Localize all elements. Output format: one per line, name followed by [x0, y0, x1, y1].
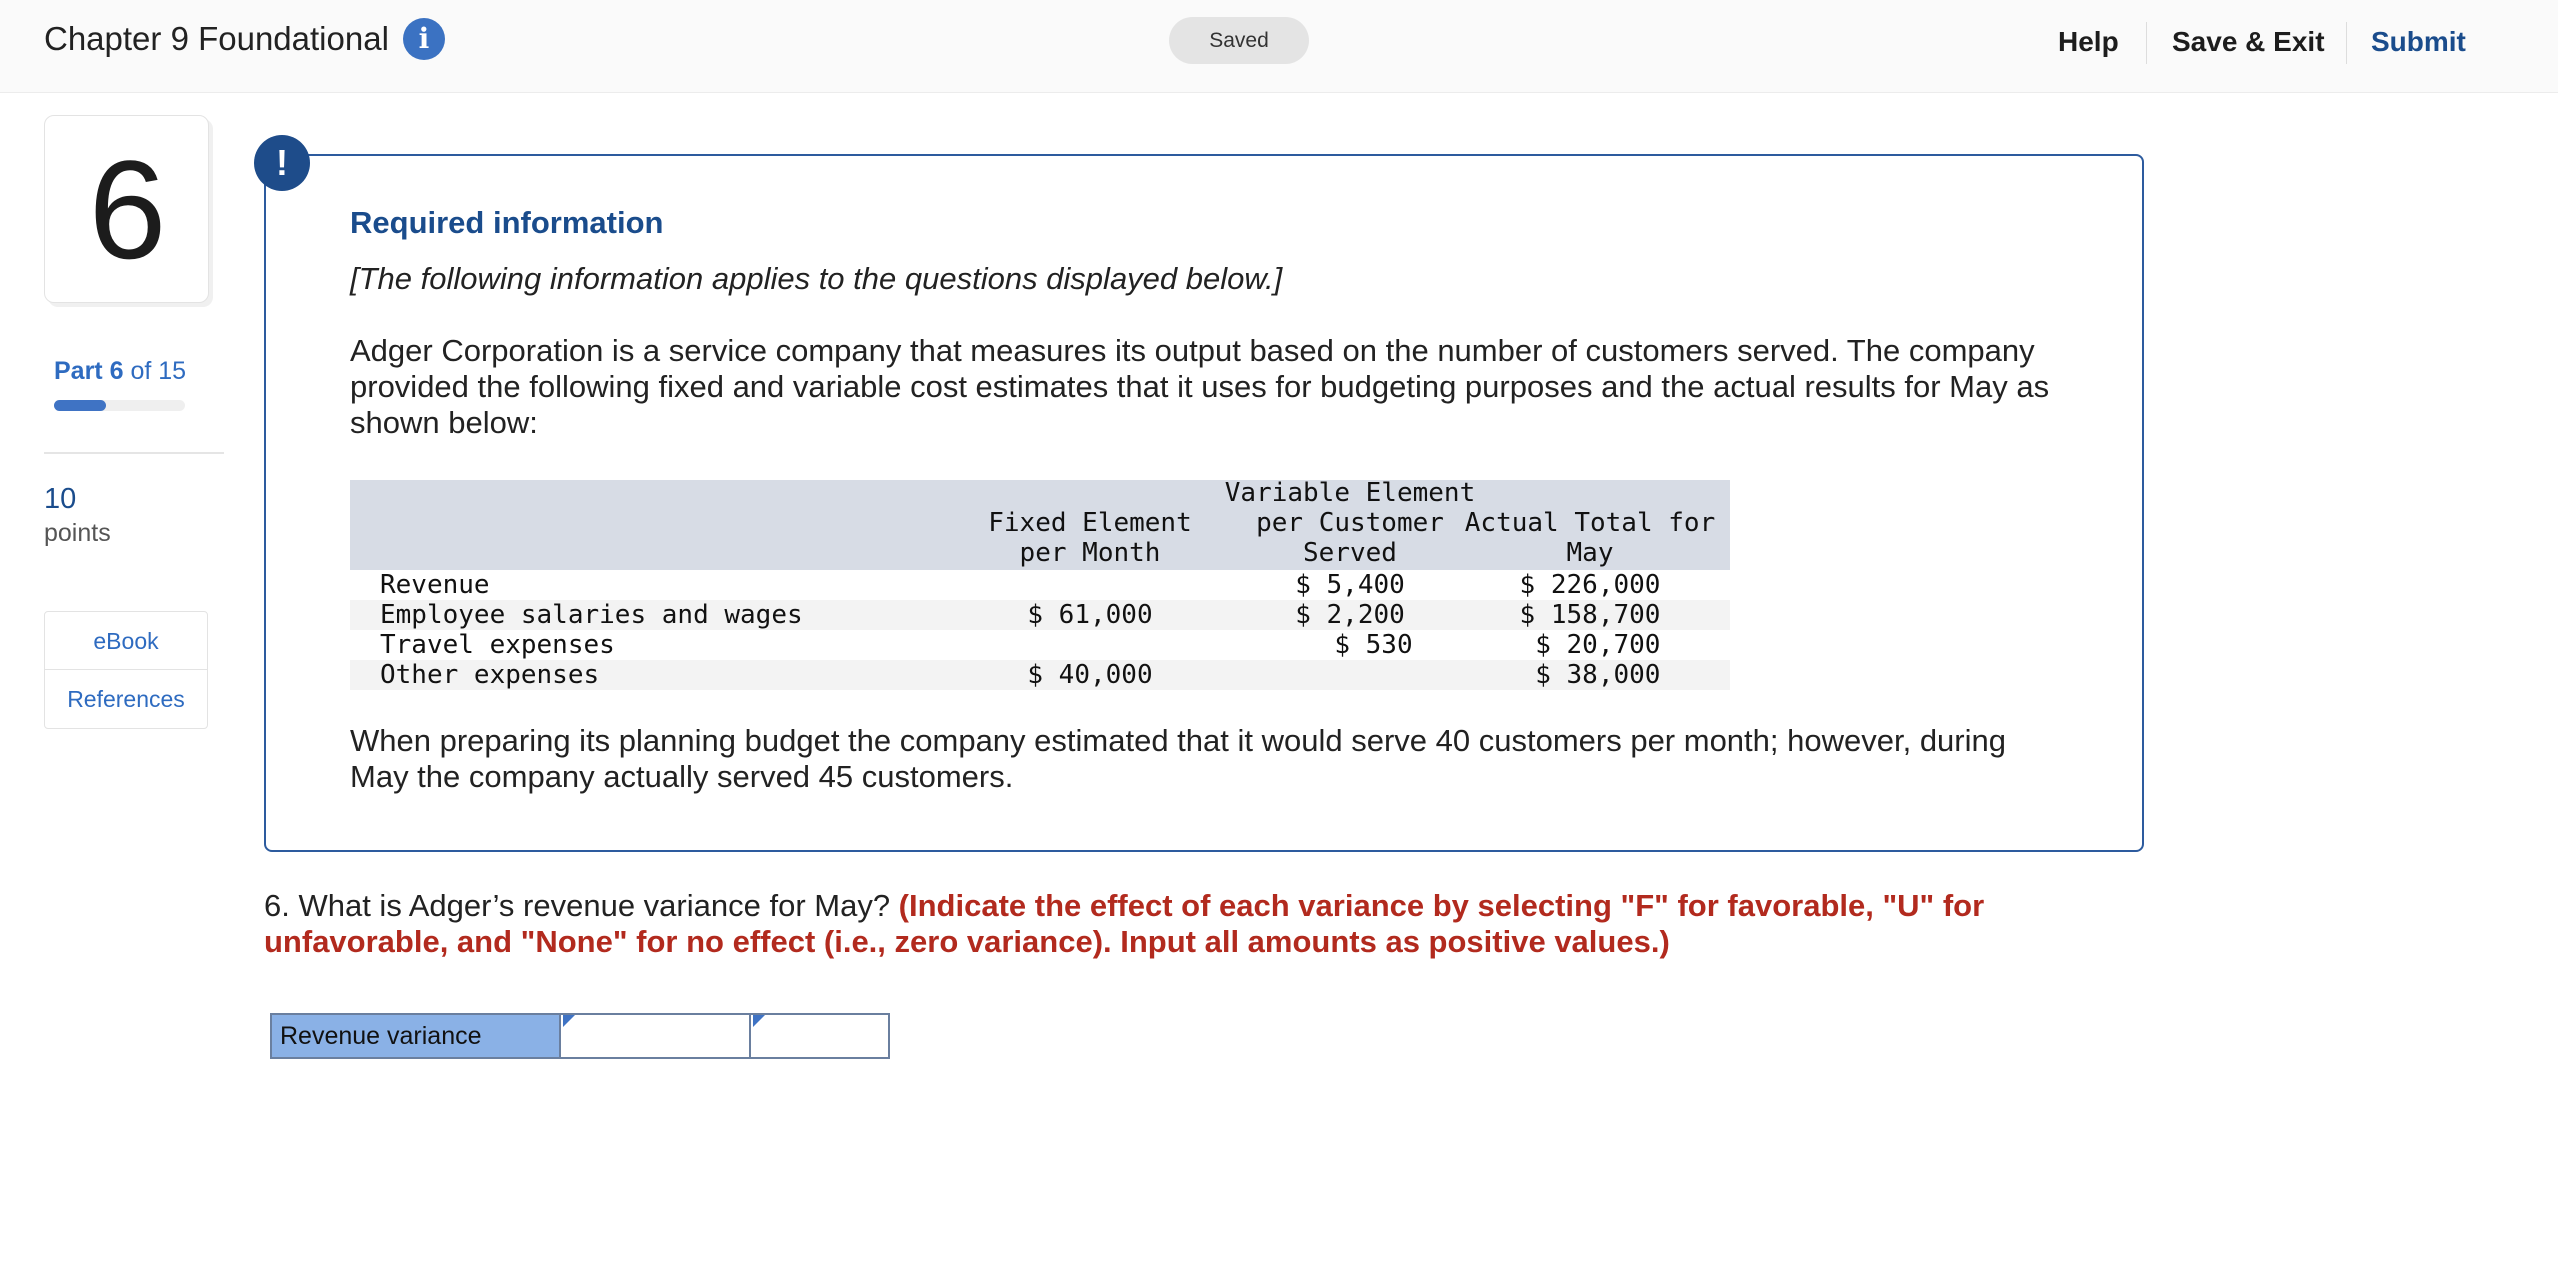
question-number-card [44, 115, 209, 303]
header-actual-total: Actual Total for May [1464, 508, 1716, 568]
table-row [350, 660, 1730, 690]
header-divider [2346, 22, 2347, 64]
question-number: 6 [88, 131, 167, 288]
alert-icon: ! [254, 135, 310, 191]
part-current: 6 [109, 357, 124, 385]
variable-cell: $ 5,400 [1295, 570, 1405, 600]
resources-box [44, 611, 208, 729]
fixed-cell: $ 61,000 [1027, 600, 1153, 630]
table-row [350, 570, 1730, 600]
assignment-title-text: Chapter 9 Foundational [44, 20, 389, 57]
question-text: 6. What is Adger’s revenue variance for May? [264, 888, 899, 923]
variance-effect-select[interactable] [753, 1015, 888, 1057]
submit-button[interactable]: Submit [2371, 26, 2466, 57]
select-marker-icon [753, 1015, 765, 1027]
points-value: 10 [44, 483, 77, 515]
actual-cell: $ 158,700 [1519, 600, 1661, 630]
row-label: Revenue [380, 570, 490, 600]
part-word: Part [54, 357, 103, 385]
row-label: Other expenses [380, 660, 600, 690]
table-row [350, 600, 1730, 630]
budget-paragraph: When preparing its planning budget the company estimated that it would serve 40 customers per month; however, during May the company actually served 45 customers. [350, 723, 2006, 794]
header-divider [2146, 22, 2147, 64]
actual-cell: $ 20,700 [1519, 630, 1661, 660]
fixed-cell: $ 40,000 [1027, 660, 1153, 690]
question-prompt [264, 888, 2014, 960]
part-indicator [54, 357, 186, 386]
help-button[interactable]: Help [2058, 26, 2119, 57]
part-progress-bar [54, 400, 185, 411]
part-progress-fill [54, 400, 106, 411]
input-marker-icon [563, 1015, 575, 1027]
sidebar-divider [44, 452, 224, 454]
save-exit-button[interactable]: Save & Exit [2172, 26, 2325, 57]
question-instruction: (Indicate the effect of each variance by selecting "F" for favorable, "U" for unfavorable, and "None" for no effect (i.e., zero variance). Input all amounts as positive values.) [264, 888, 1985, 959]
info-icon[interactable]: i [403, 18, 445, 60]
required-info-title: Required information [350, 205, 664, 240]
row-label: Travel expenses [380, 630, 615, 660]
saved-status-badge: Saved [1169, 17, 1309, 64]
revenue-variance-row [270, 1013, 890, 1059]
actual-cell: $ 38,000 [1519, 660, 1661, 690]
scenario-paragraph: Adger Corporation is a service company that measures its output based on the number of customers served. The company provided the following fixed and variable cost estimates that it uses for budgeting purposes and the actual results for May as shown below: [350, 333, 2050, 440]
header-fixed-element: Fixed Element per Month [988, 508, 1192, 568]
top-header [0, 0, 2558, 93]
required-info-subtitle: [The following information applies to the questions displayed below.] [350, 261, 1283, 296]
header-variable-element: Variable Element per Customer Served [1224, 478, 1476, 568]
assignment-title [44, 18, 445, 60]
variable-cell: $ 530 [1287, 630, 1413, 660]
part-total: of 15 [130, 357, 187, 385]
ebook-link[interactable]: eBook [45, 612, 207, 670]
row-label: Employee salaries and wages [380, 600, 803, 630]
variance-amount-input[interactable] [563, 1015, 751, 1057]
references-link[interactable]: References [67, 686, 185, 712]
actual-cell: $ 226,000 [1519, 570, 1661, 600]
variable-cell: $ 2,200 [1295, 600, 1405, 630]
points-label: points [44, 519, 111, 547]
table-row [350, 630, 1730, 660]
table-header [350, 480, 1730, 570]
revenue-variance-label: Revenue variance [272, 1015, 561, 1057]
